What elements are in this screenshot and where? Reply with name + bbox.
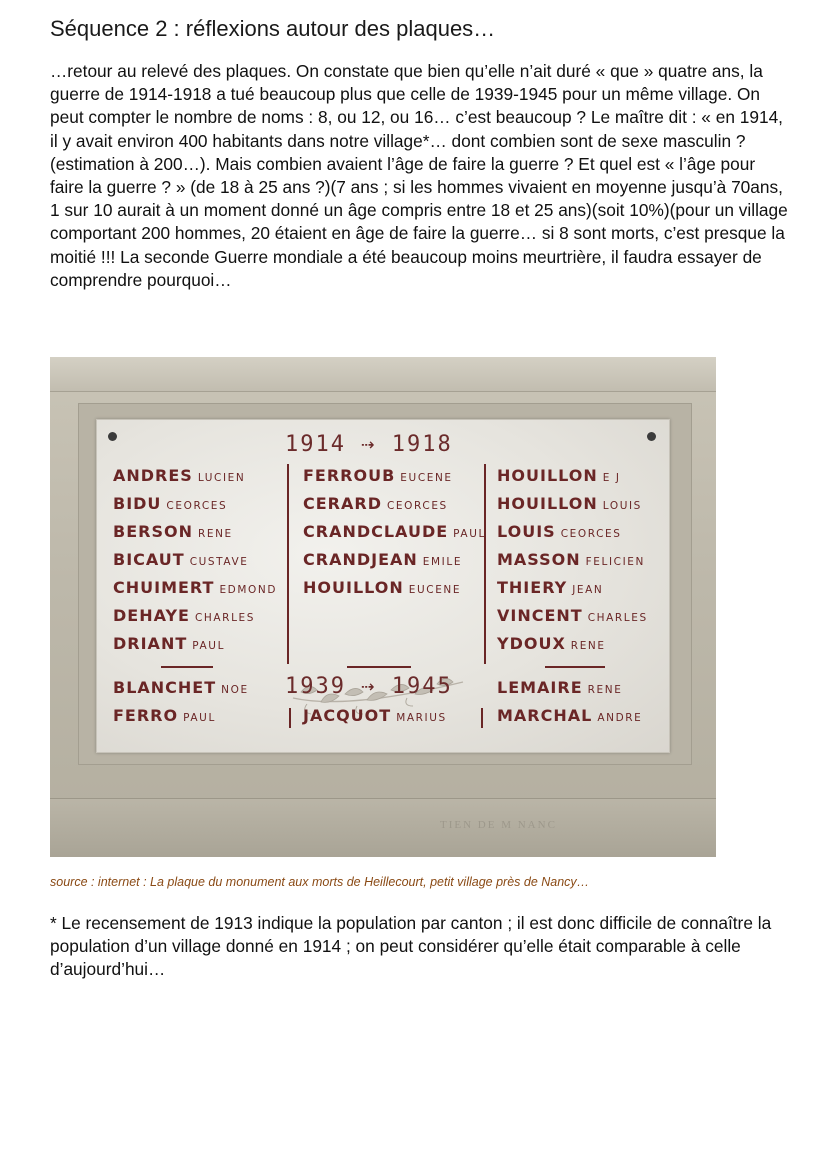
column-divider [287,464,289,664]
name-entry: HOUILLON EUCENE [303,578,462,597]
column-divider [289,708,291,728]
name-entry: YDOUX RENE [497,634,606,653]
name-entry: LOUIS CEORCES [497,522,622,541]
name-entry: CERARD CEORCES [303,494,448,513]
name-entry: DEHAYE CHARLES [113,606,256,625]
name-entry: BLANCHET NOE [113,678,249,697]
name-entry: FERRO PAUL [113,706,216,725]
name-entry: MASSON FELICIEN [497,550,645,569]
ww1-column-2 [303,462,486,602]
photo-caption: source : internet : La plaque du monument aux morts de Heillecourt, petit village près de Nancy… [50,875,590,889]
marble-plaque [96,419,670,753]
ww2-column-3 [497,674,642,730]
name-entry: BIDU CEORCES [113,494,228,513]
ww1-column-1 [113,462,277,658]
body-paragraph: …retour au relevé des plaques. On constate que bien qu’elle n’ait duré « que » quatre ans, la guerre de 1914-1918 a tué beaucoup plus que celle de 1939-1945 pour un même village. On peut compter le nombre de noms : 8, ou 12, ou 16… c’est beaucoup ? Le maître dit : « en 1914, il y avait environ 400 habitants dans notre village*… dont combien sont de sexe masculin ? (estimation à 200…). Mais combien avaient l’âge de faire la guerre ? Et quel est « l’âge pour faire la guerre ? » (de 18 à 25 ans ?)(7 ans ; si les hommes vivaient en moyenne jusqu’à 70ans, 1 sur 10 aurait à un moment donné un âge compris entre 18 et 25 ans)(soit 10%)(pour un village comportant 200 hommes, 20 étaient en âge de faire la guerre… si 8 sont morts, c’est presque la moitié !!! La seconde Guerre mondiale a été beaucoup moins meurtrière, il faudra essayer de comprendre pourquoi… [50,61,788,290]
ww1-years: 1914 ⇢ 1918 [285,432,453,457]
name-entry: DRIANT PAUL [113,634,226,653]
name-entry: HOUILLON E J [497,466,621,485]
ww2-column-1 [113,674,249,730]
section-heading: Séquence 2 : réflexions autour des plaques… [50,16,496,41]
footnote: * Le recensement de 1913 indique la population par canton ; il est donc difficile de connaître la population d’un village donné en 1914 ; on peut considérer qu’elle était comparable à celle d’aujourd’hui… [50,913,772,980]
divider-dash [347,666,411,668]
ww2-column-2 [303,702,447,730]
divider-dash [161,666,213,668]
name-entry: BERSON RENE [113,522,233,541]
column-divider [481,708,483,728]
stone-ledge [50,357,716,392]
name-entry: CHUIMERT EDMOND [113,578,278,597]
name-entry: BICAUT CUSTAVE [113,550,249,569]
screw-icon [108,432,117,441]
name-entry: VINCENT CHARLES [497,606,648,625]
ww2-years: 1939 ⇢ 1945 [285,674,453,699]
name-entry: FERROUB EUCENE [303,466,453,485]
name-entry: HOUILLON LOUIS [497,494,642,513]
memorial-photo [50,357,716,857]
screw-icon [647,432,656,441]
name-entry: ANDRES LUCIEN [113,466,246,485]
base-inscription: TIEN DE M NANC [440,819,557,831]
stone-base [50,798,716,857]
divider-dash [545,666,605,668]
name-entry: LEMAIRE RENE [497,678,623,697]
name-entry: CRANDCLAUDE PAUL [303,522,486,541]
name-entry: MARCHAL ANDRE [497,706,643,725]
name-entry: JACQUOT MARIUS [303,706,447,725]
ww1-column-3 [497,462,648,658]
name-entry: CRANDJEAN EMILE [303,550,463,569]
name-entry: THIERY JEAN [497,578,604,597]
